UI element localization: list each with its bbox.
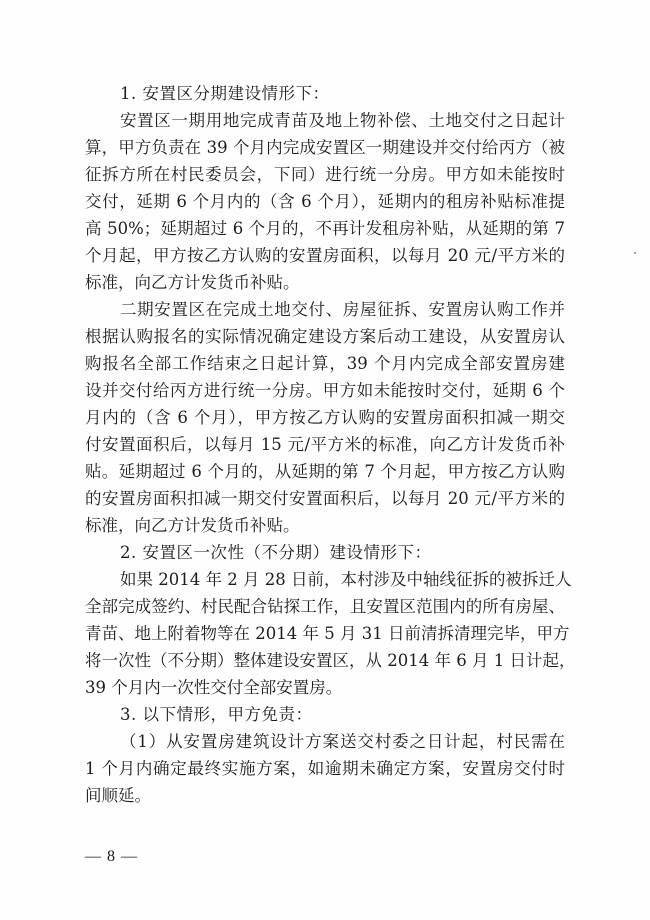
paragraph-line: 个月起，甲方按乙方认购的安置房面积，以每月 20 元/平方米的 [85,246,565,265]
paragraph-line: 将一次性（不分期）整体建设安置区，从 2014 年 6 月 1 日计起， [85,651,576,670]
paragraph-line: 征拆方所在村民委员会，下同）进行统一分房。甲方如未能按时 [85,165,565,184]
paragraph-line: 标准，向乙方计发货币补贴。 [85,273,300,292]
paragraph-one-time-construction [85,566,576,701]
paragraph-line: 全部完成签约、村民配合钻探工作，且安置区范围内的所有房屋、 [85,597,565,616]
paragraph-line: 高 50%；延期超过 6 个月的，不再计发租房补贴，从延期的第 7 [85,219,565,238]
paragraph-exemption-1 [85,728,565,809]
paragraph-line: 标准，向乙方计发货币补贴。 [85,516,300,535]
paragraph-line: 月内的（含 6 个月），甲方按乙方认购的安置房面积扣减一期交 [85,408,565,427]
paragraph-line: 1 个月内确定最终实施方案，如逾期未确定方案，安置房交付时 [85,759,565,778]
paragraph-phase-two [85,296,565,539]
paragraph-line: 的安置房面积扣减一期交付安置面积后，以每月 20 元/平方米的 [85,489,565,508]
paragraph-phase-one [85,107,565,296]
paragraph-line: 交付，延期 6 个月内的（含 6 个月），延期内的租房补贴标准提 [85,192,565,211]
paragraph-line: 设并交付给丙方进行统一分房。甲方如未能按时交付，延期 6 个 [85,381,565,400]
paragraph-line: 如果 2014 年 2 月 28 日前，本村涉及中轴线征拆的被拆迁人 [120,570,572,589]
paragraph-line: 贴。延期超过 6 个月的，从延期的第 7 个月起，甲方按乙方认购 [85,462,565,481]
paragraph-line: 间顺延。 [85,786,151,805]
paragraph-line: 39 个月内一次性交付全部安置房。 [85,678,343,697]
section-heading-1: 1. 安置区分期建设情形下： [120,84,330,103]
page-number: — 8 — [85,848,138,865]
document-body [85,80,576,809]
scan-speck [634,252,636,254]
section-heading-2: 2. 安置区一次性（不分期）建设情形下： [120,543,432,562]
paragraph-line: 付安置面积后，以每月 15 元/平方米的标准，向乙方计发货币补 [85,435,565,454]
paragraph-line: （1）从安置房建筑设计方案送交村委之日计起，村民需在 [120,732,565,751]
paragraph-line: 根据认购报名的实际情况确定建设方案后动工建设，从安置房认 [85,327,565,346]
section-heading-3: 3. 以下情形，甲方免责： [120,705,313,724]
paragraph-line: 购报名全部工作结束之日起计算，39 个月内完成全部安置房建 [85,354,565,373]
paragraph-line: 二期安置区在完成土地交付、房屋征拆、安置房认购工作并 [120,300,565,319]
paragraph-line: 青苗、地上附着物等在 2014 年 5 月 31 日前清拆清理完毕，甲方 [85,624,570,643]
paragraph-line: 安置区一期用地完成青苗及地上物补偿、土地交付之日起计 [120,111,565,130]
paragraph-line: 算，甲方负责在 39 个月内完成安置区一期建设并交付给丙方（被 [85,138,565,157]
